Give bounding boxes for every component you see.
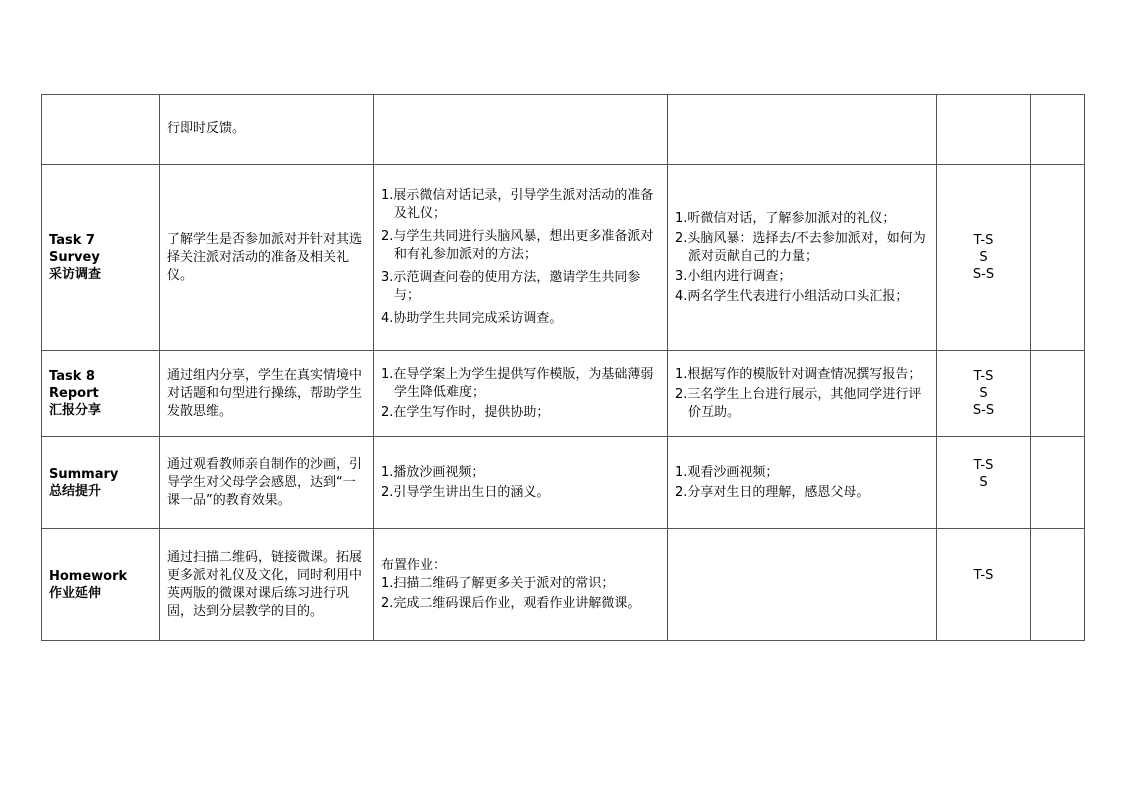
notes-cell (1031, 529, 1085, 641)
stage-cell (42, 351, 160, 437)
homework-intro: 布置作业： (381, 557, 447, 573)
notes-cell (1031, 95, 1085, 165)
stage-line: Summary (49, 466, 119, 482)
aim-cell (160, 95, 374, 165)
aim-cell (160, 529, 374, 641)
mode-line: S-S (972, 267, 995, 282)
interaction-mode-cell (937, 95, 1031, 165)
interaction-mode-cell (937, 437, 1031, 529)
mode-line: T-S (973, 568, 994, 583)
stage-line: 汇报分享 (49, 403, 102, 418)
stage-line: 总结提升 (49, 483, 102, 499)
table-row (42, 437, 1085, 529)
mode-line: S (979, 475, 988, 490)
list-item: 2.在学生写作时，提供协助； (381, 404, 550, 420)
stage-cell (42, 95, 160, 165)
list-item: 1.根据写作的模版针对调查情况撰写报告； (675, 366, 922, 382)
table-row (42, 95, 1085, 165)
teacher-activity-cell (374, 351, 668, 437)
interaction-mode-cell (937, 529, 1031, 641)
stage-line: Task 8 (49, 369, 95, 384)
notes-cell (1031, 437, 1085, 529)
stage-line: Survey (49, 250, 100, 265)
list-item: 2.三名学生上台进行展示，其他同学进行评价互助。 (675, 386, 922, 420)
mode-line: T-S (973, 369, 994, 384)
aim-cell (160, 437, 374, 529)
aim-text: 通过观看教师亲自制作的沙画，引导学生对父母学会感恩，达到“一课一品”的教育效果。 (167, 456, 363, 508)
list-item: 1.在导学案上为学生提供写作模版，为基础薄弱学生降低难度； (381, 366, 654, 400)
interaction-mode-cell (937, 351, 1031, 437)
list-item: 2.分享对生日的理解，感恩父母。 (675, 484, 870, 500)
table-row (42, 529, 1085, 641)
notes-cell (1031, 351, 1085, 437)
stage-cell (42, 529, 160, 641)
teacher-activity-cell (374, 95, 668, 165)
mode-line: S-S (972, 403, 995, 418)
mode-line: S (979, 386, 988, 401)
list-item: 4.两名学生代表进行小组活动口头汇报； (675, 288, 909, 304)
list-item: 4.协助学生共同完成采访调查。 (381, 311, 563, 326)
student-activity-cell (668, 529, 937, 641)
aim-cell (160, 351, 374, 437)
teacher-activity-cell (374, 165, 668, 351)
notes-cell (1031, 165, 1085, 351)
stage-line: 作业延伸 (49, 585, 102, 601)
interaction-mode-cell (937, 165, 1031, 351)
aim-cell (160, 165, 374, 351)
list-item: 2.与学生共同进行头脑风暴，想出更多准备派对和有礼参加派对的方法； (381, 229, 654, 262)
aim-text: 通过扫描二维码，链接微课。拓展更多派对礼仪及文化，同时利用中英两版的微课对课后练习进行巩固，达到分层教学的目的。 (167, 549, 363, 619)
teacher-activity-cell (374, 437, 668, 529)
list-item: 2.完成二维码课后作业，观看作业讲解微课。 (381, 595, 641, 611)
student-activity-cell (668, 165, 937, 351)
student-activity-cell (668, 351, 937, 437)
aim-text: 通过组内分享，学生在真实情境中对话题和句型进行操练，帮助学生发散思维。 (167, 367, 363, 419)
list-item: 3.示范调查问卷的使用方法，邀请学生共同参与； (381, 270, 641, 303)
table-row (42, 165, 1085, 351)
aim-text: 了解学生是否参加派对并针对其选择关注派对活动的准备及相关礼仪。 (167, 231, 363, 283)
aim-text: 行即时反馈。 (167, 121, 246, 136)
mode-line: S (979, 250, 988, 265)
student-activity-cell (668, 95, 937, 165)
stage-cell (42, 165, 160, 351)
stage-line: Homework (49, 568, 128, 584)
list-item: 2.头脑风暴：选择去/不去参加派对，如何为派对贡献自己的力量； (675, 230, 926, 264)
list-item: 2.引导学生讲出生日的涵义。 (381, 484, 550, 500)
list-item: 1.扫描二维码了解更多关于派对的常识； (381, 575, 615, 591)
student-activity-cell (668, 437, 937, 529)
list-item: 3.小组内进行调查； (675, 268, 792, 284)
mode-line: T-S (973, 233, 994, 248)
list-item: 1.展示微信对话记录，引导学生派对活动的准备及礼仪； (381, 188, 654, 221)
list-item: 1.观看沙画视频； (675, 464, 779, 480)
stage-cell (42, 437, 160, 529)
mode-line: T-S (973, 458, 994, 473)
stage-line: Task 7 (49, 233, 95, 248)
list-item: 1.听微信对话，了解参加派对的礼仪； (675, 210, 896, 226)
lesson-plan-table (41, 94, 1085, 641)
stage-line: 采访调查 (49, 267, 102, 282)
teacher-activity-cell (374, 529, 668, 641)
stage-line: Report (49, 386, 99, 401)
list-item: 1.播放沙画视频； (381, 464, 485, 480)
table-row (42, 351, 1085, 437)
